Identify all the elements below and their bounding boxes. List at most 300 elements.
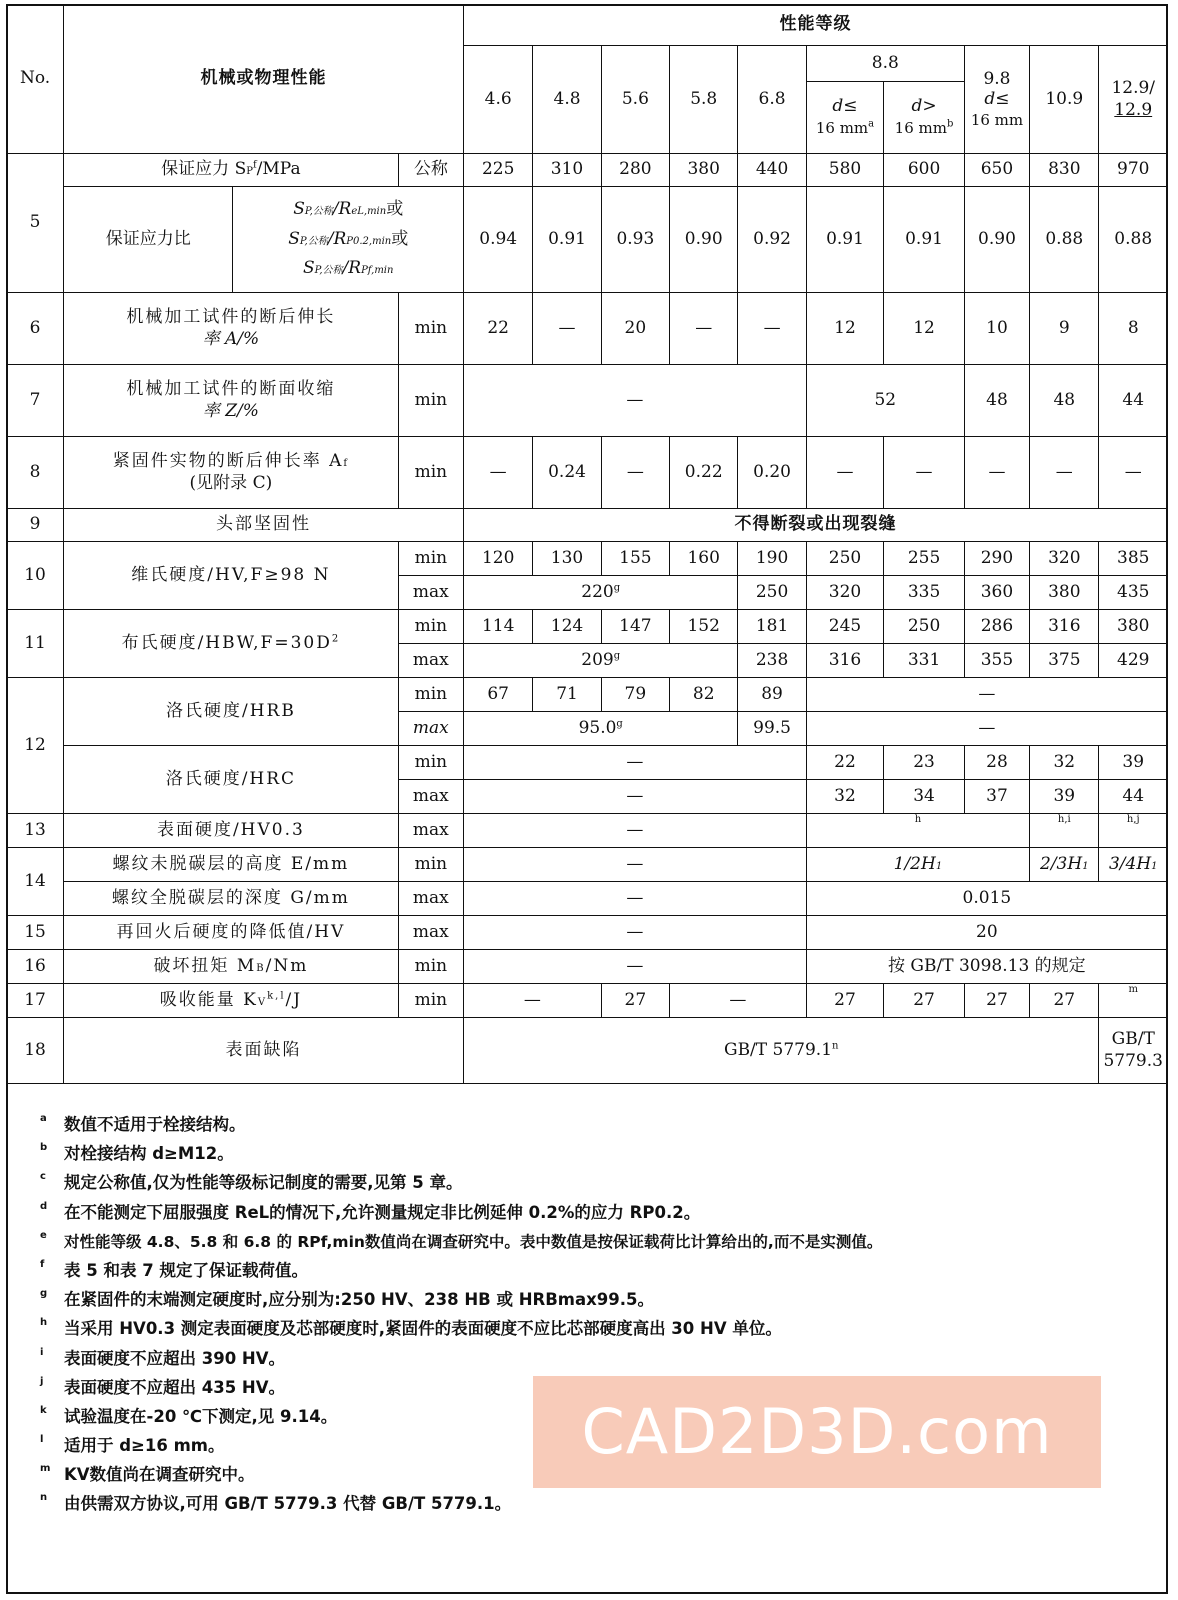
footnote [40,1110,1150,1139]
cell: 286 [964,610,1029,644]
footnote [40,1285,1150,1314]
footnote-text: 表 5 和表 7 规定了保证载荷值。 [64,1260,308,1280]
cell: 0.20 [738,437,806,509]
cell: 34 [884,780,965,814]
property-table [6,4,1168,1084]
row-13-label: 表面硬度/HV0.3 [64,814,399,848]
cond-max: max [398,780,463,814]
grade-8-8-gt-mm: 16 mm [894,118,947,137]
cell: 320 [806,576,884,610]
label-text: 保证应力 S [161,159,247,180]
cell: 440 [738,154,806,187]
note-mark: h,j [1099,814,1168,848]
header-property: 机械或物理性能 [64,5,464,154]
grade-5-6: 5.6 [601,46,669,154]
grade-8-8-le-mm: 16 mm [815,118,869,137]
cell: 380 [1099,610,1168,644]
cell: — [464,437,533,509]
footnote [40,1139,1150,1168]
cell [464,712,738,746]
note-mark: n [832,1040,839,1052]
cell: — [1030,437,1099,509]
cell: 27 [806,984,884,1018]
cell: 245 [806,610,884,644]
f-sub: eL,min [351,205,387,217]
cell: 0.88 [1099,187,1168,293]
row-9-label: 头部坚固性 [64,509,464,542]
row-15 [7,916,1168,950]
cell: — [806,437,884,509]
cell: 不得断裂或出现裂缝 [464,509,1168,542]
row-18-label: 表面缺陷 [64,1018,464,1084]
cell: 580 [806,154,884,187]
cell: 335 [884,576,965,610]
cell: 12 [884,293,965,365]
grade-12-9 [1099,46,1168,154]
f-or: 或 [386,198,404,219]
label-sub: B [256,962,266,974]
cell: 27 [884,984,965,1018]
row-17-no: 17 [7,984,64,1018]
cell: 120 [464,542,533,576]
cell: 32 [806,780,884,814]
cell: 316 [806,644,884,678]
cell: 39 [1099,746,1168,780]
cell: 225 [464,154,533,187]
label-sup: k,l [267,990,286,1002]
cell: 22 [464,293,533,365]
grade-8-8-gt16 [884,82,965,154]
cell: 82 [670,678,738,712]
cell: 44 [1099,780,1168,814]
row-17-label [64,984,399,1018]
grade-9-8 [964,46,1029,154]
label-line: (见附录 C) [189,472,273,493]
cell: 375 [1030,644,1099,678]
cell: — [1099,437,1168,509]
cell: 255 [884,542,965,576]
row-14-e [7,848,1168,882]
cond-max: max [398,814,463,848]
row-14-e-label: 螺纹未脱碳层的高度 E/mm [64,848,399,882]
row-18-no: 18 [7,1018,64,1084]
grade-4-6: 4.6 [464,46,533,154]
cond-max: max [398,712,463,746]
footnote-mark: g [40,1288,48,1300]
cell: 0.93 [601,187,669,293]
row-18 [7,1018,1168,1084]
row-14-g-label: 螺纹全脱碳层的深度 G/mm [64,882,399,916]
f: /R [332,198,352,219]
row-16-no: 16 [7,950,64,984]
cell: — [533,293,601,365]
footnote-mark: h [40,1317,48,1329]
label-line: 率 Z/% [202,400,259,421]
cell: 8 [1099,293,1168,365]
label-unit: /MPa [256,159,301,180]
label-sub: P [246,166,253,178]
label-text: 布氏硬度/HBW,F=30D [121,632,332,653]
cond-max: max [398,576,463,610]
value-sub: 1 [1151,860,1158,872]
cell: 385 [1099,542,1168,576]
footnote-text: 数值不适用于栓接结构。 [64,1115,246,1134]
row-proof-stress-ratio [7,187,1168,293]
cell: — [464,746,807,780]
label-text: 破坏扭矩 M [153,955,257,976]
footnote-text: 在紧固件的末端测定硬度时,应分别为:250 HV、238 HB 或 HRBmax99.5。 [64,1290,654,1310]
cell: — [464,848,807,882]
cell: 114 [464,610,533,644]
row-13 [7,814,1168,848]
cond-max: max [398,644,463,678]
footnote [40,1168,1150,1197]
value: 95.0 [578,717,617,738]
f: S [293,198,305,219]
cond-min: min [398,984,463,1018]
note-mark: h [806,814,1029,848]
row-11-label [64,610,399,678]
cell: — [964,437,1029,509]
grade-8-8-gt-cond: d> [911,96,937,117]
f: /R [327,228,347,249]
footnote-text: KV数值尚在调查研究中。 [64,1465,255,1485]
cell: 970 [1099,154,1168,187]
cell: 250 [738,576,806,610]
value-sub: 1 [935,860,943,872]
note-mark-a: a [868,117,875,129]
value-line: GB/T [1111,1029,1155,1050]
note-mark: h,i [1030,814,1099,848]
grade-9-8-mm: 16 mm [970,110,1024,129]
cell: 52 [806,365,964,437]
cell: 48 [1030,365,1099,437]
cell: 435 [1099,576,1168,610]
row-14-no: 14 [7,848,64,916]
cell: 37 [964,780,1029,814]
grade-12-9-top: 12.9/ [1111,78,1156,99]
row-8-no: 8 [7,437,64,509]
cell [1099,848,1168,882]
header-no: No. [7,5,64,154]
label-line: 机械加工试件的断面收缩 [126,379,336,400]
cell: 250 [884,610,965,644]
row-8 [7,437,1168,509]
cell: 27 [601,984,669,1018]
cond-min: min [398,950,463,984]
cell [1099,1018,1168,1084]
row-15-no: 15 [7,916,64,950]
footnote-mark: c [40,1171,46,1183]
cell: 155 [601,542,669,576]
footnote-text: 对性能等级 4.8、5.8 和 6.8 的 RPf,min数值尚在调查研究中。表中数值是按保证载荷比计算给出的,而不是实测值。 [64,1232,883,1251]
cell: — [464,950,807,984]
row-7-cond: min [398,365,463,437]
cell: 181 [738,610,806,644]
cell: — [601,437,669,509]
cell [1030,848,1099,882]
cond-max: max [398,882,463,916]
cell [464,1018,1099,1084]
footnote-text: 对栓接结构 d≥M12。 [64,1144,234,1164]
cell: — [464,814,807,848]
footnote [40,1344,1150,1373]
cond-min: min [398,746,463,780]
cell: 160 [670,542,738,576]
value-sub: 1 [1082,860,1089,872]
cell: 380 [1030,576,1099,610]
value: 1/2H [893,853,936,874]
row-6-no: 6 [7,293,64,365]
f: /R [342,258,362,279]
cell: — [464,365,807,437]
f-or: 或 [391,228,409,249]
grade-6-8: 6.8 [738,46,806,154]
label-sup: f [252,159,257,171]
row-14-g [7,882,1168,916]
cell [806,848,1029,882]
cell: 71 [533,678,601,712]
cond-min: min [398,542,463,576]
footnote [40,1256,1150,1285]
grade-8-8: 8.8 [806,46,964,82]
row-6-cond: min [398,293,463,365]
note-mark: g [613,582,621,594]
cell: 0.24 [533,437,601,509]
cell: 89 [738,678,806,712]
cell: 48 [964,365,1029,437]
label-line: 率 A/% [202,328,260,349]
cell: 0.91 [533,187,601,293]
row-6 [7,293,1168,365]
cell: 20 [601,293,669,365]
cell: 99.5 [738,712,806,746]
row-8-cond: min [398,437,463,509]
row-12-hrc-min [7,746,1168,780]
cell: 按 GB/T 3098.13 的规定 [806,950,1167,984]
cell: 316 [1030,610,1099,644]
value: GB/T 5779.1 [723,1039,833,1060]
cell: 0.90 [670,187,738,293]
f-sub: P,公称 [314,265,343,277]
cell: 190 [738,542,806,576]
grade-4-8: 4.8 [533,46,601,154]
footnote [40,1198,1150,1227]
proof-stress-cond: 公称 [398,154,463,187]
footnote-mark: k [40,1404,47,1416]
cell: 0.015 [806,882,1167,916]
cell: 355 [964,644,1029,678]
grade-9-8-cond: d≤ [984,89,1010,110]
cell [464,576,738,610]
proof-stress-label [64,154,399,187]
cell: 12 [806,293,884,365]
f: S [288,228,300,249]
value-line: 5779.3 [1103,1050,1163,1071]
footnote-mark: l [40,1434,44,1446]
note-mark: g [616,718,623,730]
cell: 32 [1030,746,1099,780]
cell: 0.92 [738,187,806,293]
footnote [40,1314,1150,1343]
f-sub: Pf,min [361,265,394,277]
cell: 0.91 [884,187,965,293]
label-unit: /Nm [265,955,309,976]
row-6-label [64,293,399,365]
cell: — [806,712,1167,746]
cell: — [884,437,965,509]
footnote [40,1227,1150,1256]
label-sup: 2 [331,633,341,645]
footnote-text: 规定公称值,仅为性能等级标记制度的需要,见第 5 章。 [64,1173,463,1193]
grade-8-8-le-cond: d≤ [832,96,858,117]
cell: 280 [601,154,669,187]
cell [464,644,738,678]
cell: 147 [601,610,669,644]
row-9-no: 9 [7,509,64,542]
footnote-text: 由供需双方协议,可用 GB/T 5779.3 代替 GB/T 5779.1。 [64,1494,512,1514]
row-10-min [7,542,1168,576]
header-grade-group: 性能等级 [464,5,1168,46]
row-5-no: 5 [7,154,64,293]
cell: 152 [670,610,738,644]
cond-min: min [398,610,463,644]
watermark-banner: CAD2D3D.com [533,1376,1101,1488]
cell: 39 [1030,780,1099,814]
row-12-hrb-min [7,678,1168,712]
row-8-label [64,437,399,509]
label-line: 机械加工试件的断后伸长 [126,307,336,328]
label-line: 紧固件实物的断后伸长率 A [112,451,344,472]
cell: 79 [601,678,669,712]
note-mark: m [1099,984,1168,1018]
cell: 20 [806,916,1167,950]
f-sub: P,公称 [299,235,328,247]
footnote-text: 当采用 HV0.3 测定表面硬度及芯部硬度时,紧固件的表面硬度不应比芯部硬度高出 30 HV 单位。 [64,1319,782,1339]
f-sub: P0.2,min [346,235,392,247]
cell: 310 [533,154,601,187]
footnote-mark: a [40,1113,47,1124]
row-11-no: 11 [7,610,64,678]
footnote-text: 适用于 d≥16 mm。 [64,1436,225,1456]
cell: 23 [884,746,965,780]
cell: — [464,780,807,814]
row-9 [7,509,1168,542]
row-12-hrb-label: 洛氏硬度/HRB [64,678,399,746]
row-16 [7,950,1168,984]
value: 209 [581,649,614,670]
footnote-text: 表面硬度不应超出 435 HV。 [64,1377,286,1397]
cell: 320 [1030,542,1099,576]
footnote-text: 试验温度在-20 ℃下测定,见 9.14。 [64,1406,338,1426]
cell: 130 [533,542,601,576]
cell: 380 [670,154,738,187]
cell: 28 [964,746,1029,780]
cell: 238 [738,644,806,678]
footnote-mark: f [40,1258,45,1270]
row-16-label [64,950,399,984]
row-13-no: 13 [7,814,64,848]
cell: — [464,916,807,950]
footnote [40,1489,1150,1518]
footnote-mark: n [40,1492,48,1504]
row-17 [7,984,1168,1018]
footnote-mark: e [40,1229,47,1241]
proof-ratio-formulas [233,187,464,293]
row-11-min [7,610,1168,644]
grade-8-8-le16 [806,82,884,154]
proof-ratio-label: 保证应力比 [64,187,233,293]
value: 3/4H [1108,853,1152,874]
grade-5-8: 5.8 [670,46,738,154]
f-sub: P,公称 [304,205,333,217]
row-proof-stress [7,154,1168,187]
note-mark-b: b [946,117,954,129]
row-7 [7,365,1168,437]
grade-12-9-bottom: 12.9 [1114,99,1153,120]
cell: 650 [964,154,1029,187]
cell: — [670,293,738,365]
note-mark: g [613,650,621,662]
cell: — [738,293,806,365]
f: S [302,258,315,279]
cell: 124 [533,610,601,644]
cell: 0.22 [670,437,738,509]
footnote-mark: i [40,1346,44,1358]
footnote-mark: d [40,1200,48,1212]
cell: 830 [1030,154,1099,187]
footnote-text: 表面硬度不应超出 390 HV。 [64,1348,286,1368]
label-sub: V [257,996,268,1008]
cell: 250 [806,542,884,576]
grade-10-9: 10.9 [1030,46,1099,154]
cell: 600 [884,154,965,187]
row-12-no: 12 [7,678,64,814]
cell: 10 [964,293,1029,365]
row-12-hrc-label: 洛氏硬度/HRC [64,746,399,814]
grade-9-8-label: 9.8 [983,68,1011,89]
label-text: 吸收能量 K [159,989,258,1010]
value: 220 [581,581,614,602]
cell: 27 [1030,984,1099,1018]
cell: 429 [1099,644,1168,678]
cell: 0.94 [464,187,533,293]
row-7-label [64,365,399,437]
cell: — [464,882,807,916]
value: 2/3H [1040,853,1083,874]
cell: 9 [1030,293,1099,365]
cond-min: min [398,848,463,882]
cell: 0.88 [1030,187,1099,293]
cell: 44 [1099,365,1168,437]
footnote-mark: b [40,1142,48,1154]
cell: 27 [964,984,1029,1018]
cond-min: min [398,678,463,712]
label-unit: /J [285,989,303,1010]
cell: 22 [806,746,884,780]
cell: — [806,678,1167,712]
row-7-no: 7 [7,365,64,437]
label-sub: f [343,458,350,470]
cond-max: max [398,916,463,950]
footnote-text: 在不能测定下屈服强度 ReL的情况下,允许测量规定非比例延伸 0.2%的应力 RP0.2。 [64,1202,701,1222]
cell: — [670,984,807,1018]
cell: 360 [964,576,1029,610]
footnote-mark: j [40,1375,44,1387]
footnote-mark: m [40,1463,51,1475]
cell: 0.90 [964,187,1029,293]
row-10-no: 10 [7,542,64,610]
